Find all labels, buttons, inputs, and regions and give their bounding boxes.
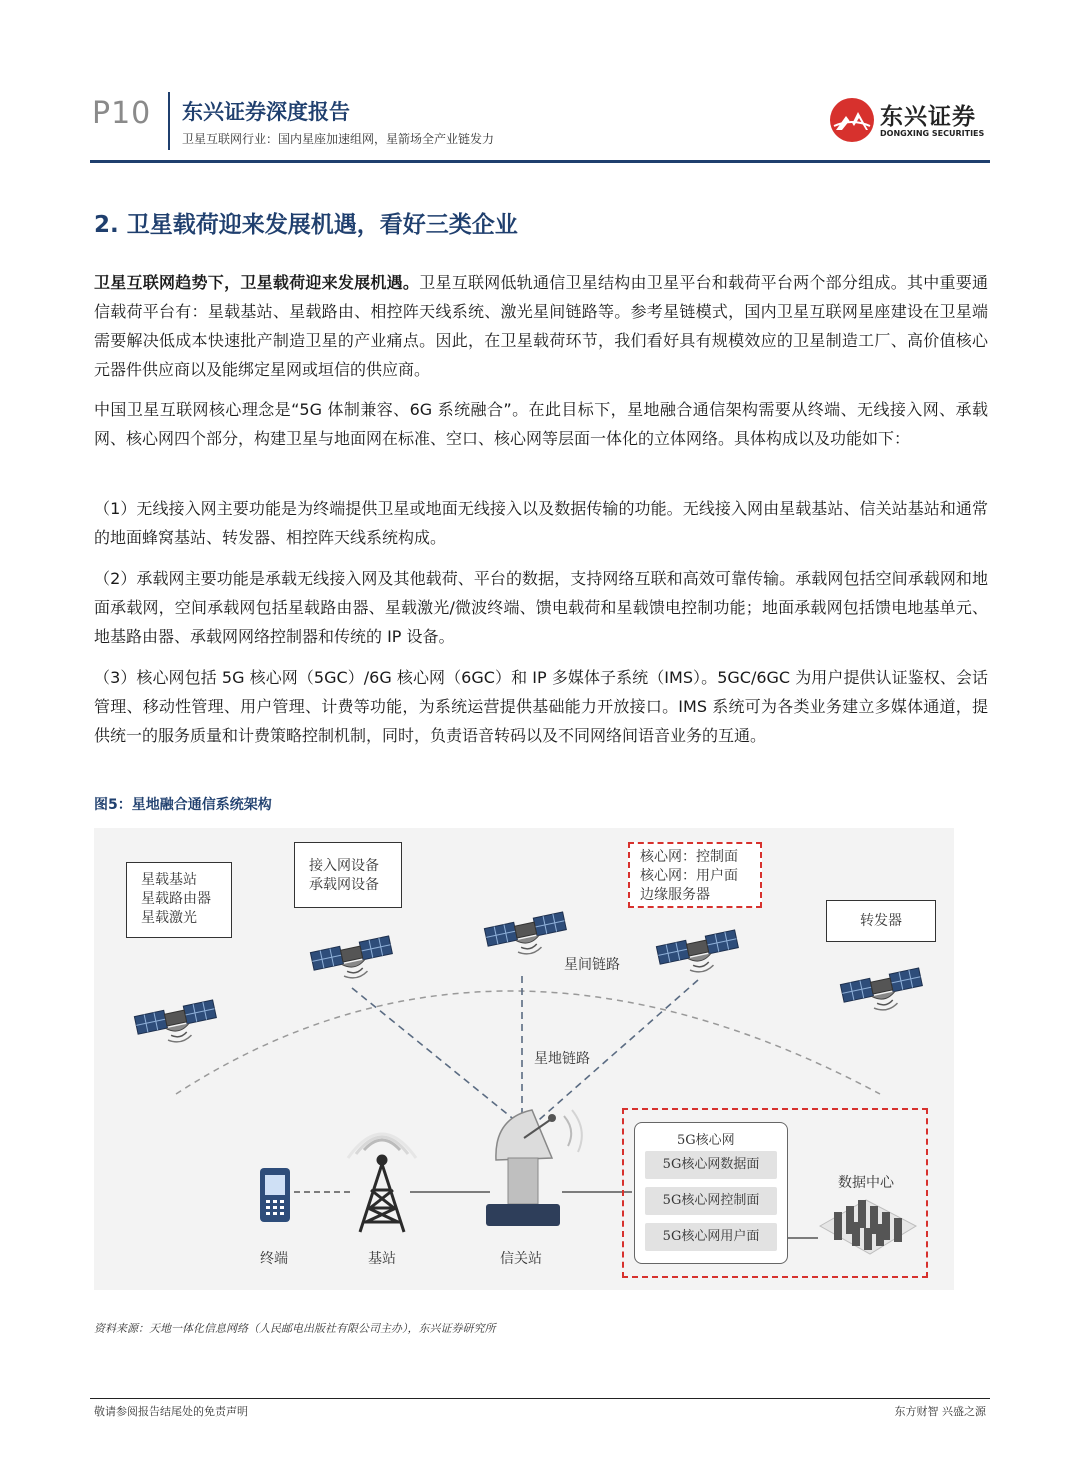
payload-item: 星载路由器 — [141, 891, 211, 907]
footer-disclaimer: 敬请参阅报告结尾处的免责声明 — [94, 1405, 248, 1418]
footer-slogan: 东方财智 兴盛之源 — [894, 1405, 986, 1418]
satellite-icon — [840, 968, 925, 1018]
relay-label: 转发器 — [860, 913, 902, 929]
paragraph-5: （3）核心网包括 5G 核心网（5GC）/6G 核心网（6GC）和 IP 多媒体子系统（IMS）。5GC/6GC 为用户提供认证鉴权、会话管理、移动性管理、用户管理、计费等功能，为系统运营提供基础能力开放接口。IMS 系统可为各类业务建立多媒体通道，提供统一的服务质量和计费策略控制机制，同时，负责语音转码以及不同网络间语音业务的互通。 — [94, 668, 988, 745]
header-divider — [168, 92, 170, 150]
satellite-icon — [310, 936, 395, 986]
paragraph-1-lead: 卫星互联网趋势下，卫星载荷迎来发展机遇。 — [94, 273, 420, 292]
satellite-icon — [656, 930, 741, 980]
logo-text: 东兴证券 — [880, 104, 976, 130]
company-logo — [828, 94, 986, 144]
payload-item: 星载激光 — [141, 910, 197, 926]
satellite-icon — [484, 912, 569, 962]
terminal-phone-icon — [260, 1168, 290, 1222]
core-edge-box — [628, 842, 762, 908]
inter-satellite-link-label: 星间链路 — [564, 954, 620, 974]
access-item: 承载网设备 — [309, 877, 379, 893]
core-item: 核心网：控制面 — [640, 849, 738, 865]
relay-box — [826, 900, 936, 942]
paragraph-1-body: 卫星互联网低轨通信卫星结构由卫星平台和载荷平台两个部分组成。其中重要通信载荷平台有：星载基站、星载路由、相控阵天线系统、激光星间链路等。参考星链模式，国内卫星互联网星座建设在卫星端需要解决低成本快速批产制造卫星的产业痛点。因此，在卫星载荷环节，我们看好具有规模效应的卫星制造工厂、高价值核心元器件供应商以及能绑定星网或垣信的供应商。 — [94, 273, 988, 379]
paragraph-4: （2）承载网主要功能是承载无线接入网及其他载荷、平台的数据，支持网络互联和高效可靠传输。承载网包括空间承载网和地面承载网，空间承载网包括星载路由器、星载激光/微波终端、馈电载荷和星载馈电控制功能；地面承载网包括馈电地基单元、地基路由器、承载网网络控制器和传统的 IP 设备。 — [94, 569, 988, 646]
report-header — [90, 88, 990, 162]
logo-english-text: DONGXING SECURITIES — [880, 129, 985, 138]
footer-rule — [90, 1398, 990, 1399]
core-item: 边缘服务器 — [640, 887, 710, 903]
logo-mark-icon — [828, 96, 876, 144]
satellite-icon — [134, 1000, 219, 1050]
header-rule — [90, 160, 990, 163]
5g-core-title: 5G核心网 — [677, 1133, 735, 1148]
paragraph-2: 中国卫星互联网核心理念是“5G 体制兼容、6G 系统融合”。在此目标下，星地融合通信架构需要从终端、无线接入网、承载网、核心网四个部分，构建卫星与地面网在标准、空口、核心网等层面一体化的立体网络。具体构成以及功能如下： — [94, 400, 988, 448]
access-item: 接入网设备 — [309, 858, 379, 874]
section-title: 2. 卫星载荷迎来发展机遇，看好三类企业 — [94, 212, 518, 238]
paragraph-1 — [94, 268, 988, 384]
figure-source: 资料来源：天地一体化信息网络（人民邮电出版社有限公司主办），东兴证券研究所 — [94, 1322, 496, 1335]
satellite-ground-link-label: 星地链路 — [534, 1051, 590, 1067]
report-subtitle: 卫星互联网行业：国内星座加速组网，星箭场全产业链发力 — [182, 132, 495, 146]
core-item: 核心网：用户面 — [640, 868, 738, 884]
page-number: P10 — [92, 96, 152, 131]
5g-core-control-plane: 5G核心网控制面 — [645, 1187, 777, 1215]
gateway-label: 信关站 — [500, 1251, 542, 1267]
architecture-diagram — [94, 828, 954, 1290]
satellite-payload-box — [126, 862, 232, 938]
paragraph-3: （1）无线接入网主要功能是为终端提供卫星或地面无线接入以及数据传输的功能。无线接入网由星载基站、信关站基站和通常的地面蜂窝基站、转发器、相控阵天线系统构成。 — [94, 499, 988, 547]
base-station-tower-icon — [348, 1134, 416, 1232]
report-title: 东兴证券深度报告 — [182, 100, 350, 124]
5g-core-data-plane: 5G核心网数据面 — [645, 1151, 777, 1179]
base-station-label: 基站 — [368, 1251, 396, 1267]
gateway-dish-icon — [486, 1110, 582, 1226]
5g-core-user-plane: 5G核心网用户面 — [645, 1223, 777, 1251]
payload-item: 星载基站 — [141, 872, 197, 888]
data-center-label: 数据中心 — [838, 1175, 894, 1191]
figure-caption: 图5：星地融合通信系统架构 — [94, 797, 272, 813]
5g-core-box — [634, 1122, 788, 1264]
access-bearer-box — [294, 842, 402, 908]
terminal-label: 终端 — [260, 1251, 288, 1267]
